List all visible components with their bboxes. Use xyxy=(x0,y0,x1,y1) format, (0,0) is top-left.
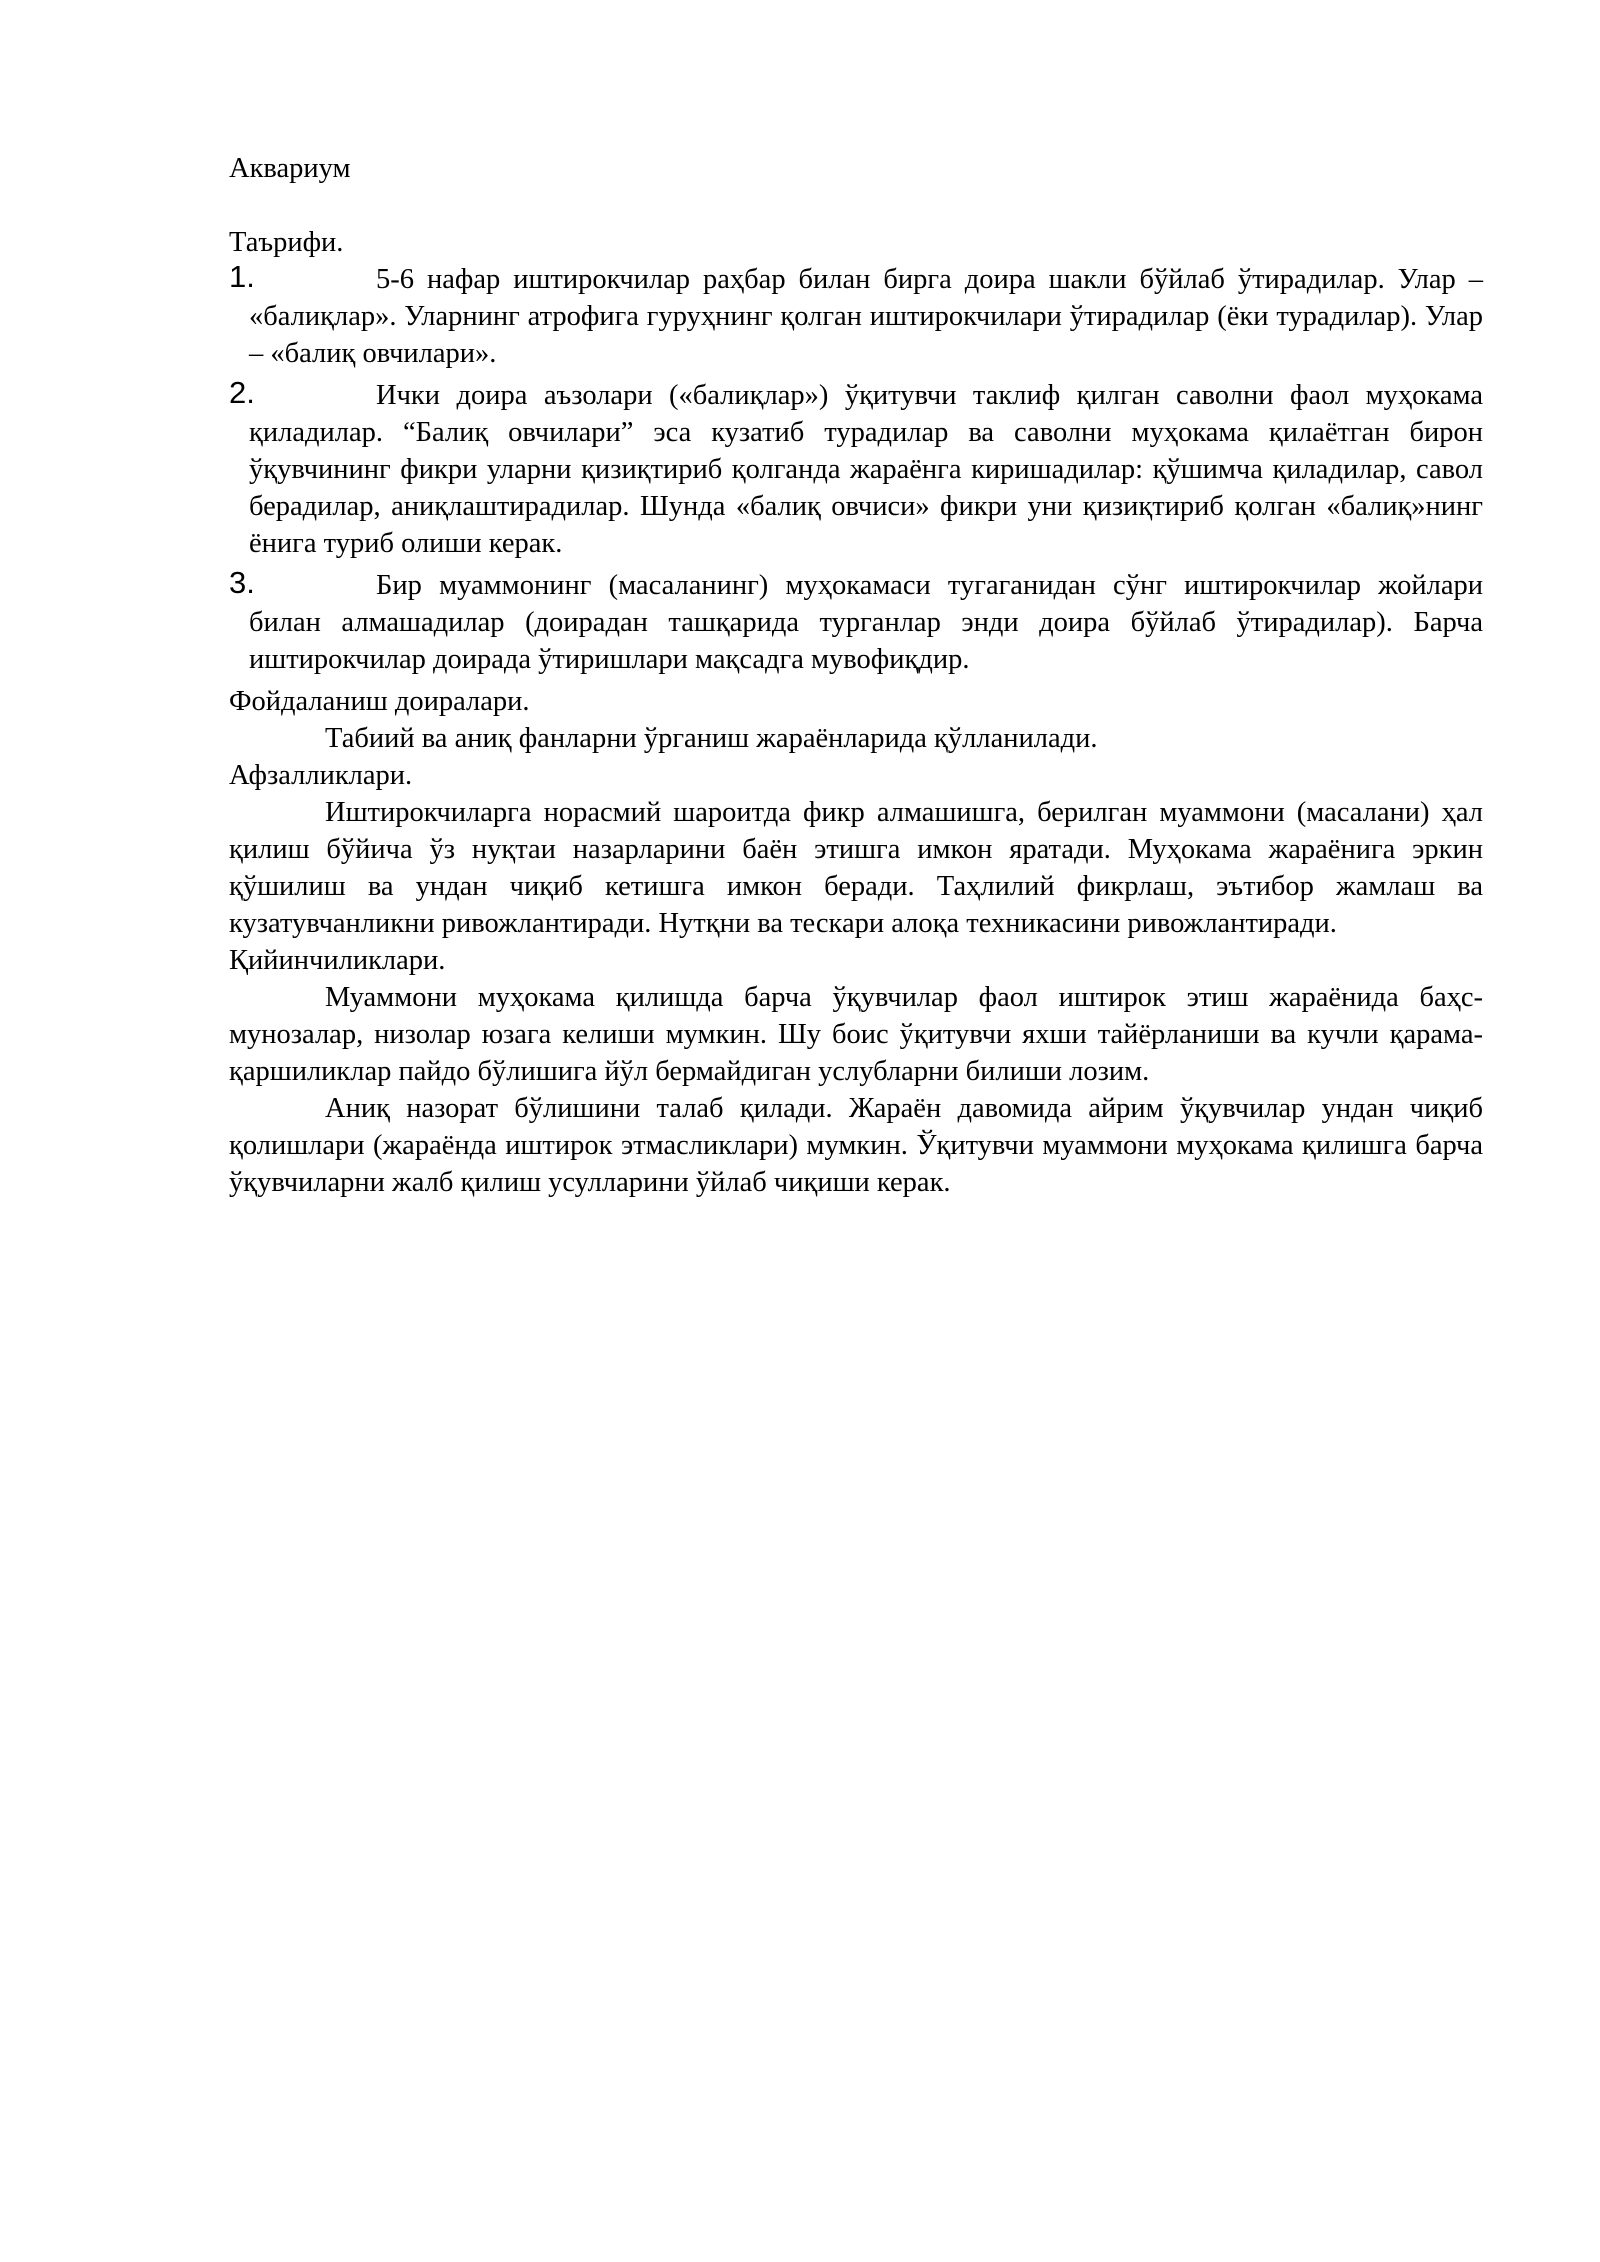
definition-heading: Таърифи. xyxy=(229,227,344,258)
steps-list xyxy=(229,261,1483,678)
step-text: Бир муаммонинг (масаланинг) муҳокамаси тугаганидан сўнг иштирокчилар жойлари билан алмашадилар (доирадан ташқарида турганлар энди доира бўйлаб ўтирадилар). Барча иштирокчилар доирада ўтиришлари мақсадга мувофиқдир. xyxy=(249,570,1483,675)
step-number: 1. xyxy=(229,259,255,294)
step-number: 2. xyxy=(229,375,255,410)
spacer xyxy=(229,187,1483,224)
step-number: 3. xyxy=(229,565,255,600)
list-item xyxy=(229,261,1483,372)
difficulties-paragraph: Аниқ назорат бўлишини талаб қилади. Жараён давомида айрим ўқувчилар ундан чиқиб қолишлари (жараёнда иштирок этмасликлари) мумкин. Ўқитувчи муаммони муҳокама қилишга барча ўқувчиларни жалб қилиш усулларини ўйлаб чиқиши керак. xyxy=(229,1093,1483,1198)
difficulties-heading: Қийинчиликлари. xyxy=(229,945,446,976)
document-title: Аквариум xyxy=(229,153,351,184)
list-item xyxy=(229,377,1483,562)
usage-paragraph: Табиий ва аниқ фанларни ўрганиш жараёнларида қўлланилади. xyxy=(325,723,1098,754)
difficulties-paragraph: Муаммони муҳокама қилишда барча ўқувчилар фаол иштирок этиш жараёнида баҳс-мунозалар, низолар юзага келиши мумкин. Шу боис ўқитувчи яхши тайёрланиши ва кучли қарама-қаршиликлар пайдо бўлишига йўл бермайдиган услубларни билиши лозим. xyxy=(229,982,1483,1087)
advantages-heading: Афзалликлари. xyxy=(229,760,413,791)
usage-heading: Фойдаланиш доиралари. xyxy=(229,686,530,717)
list-item xyxy=(229,567,1483,678)
advantages-paragraph: Иштирокчиларга норасмий шароитда фикр алмашишга, берилган муаммони (масалани) ҳал қилиш бўйича ўз нуқтаи назарларини баён этишга имкон яратади. Муҳокама жараёнига эркин қўшилиш ва ундан чиқиб кетишга имкон беради. Таҳлилий фикрлаш, эътибор жамлаш ва кузатувчанликни ривожлантиради. Нутқни ва тескари алоқа техникасини ривожлантиради. xyxy=(229,797,1483,939)
document-body xyxy=(229,150,1483,1201)
step-text: 5-6 нафар иштирокчилар раҳбар билан бирга доира шакли бўйлаб ўтирадилар. Улар – «балиқлар». Уларнинг атрофига гуруҳнинг қолган иштирокчилари ўтирадилар (ёки турадилар). Улар – «балиқ овчилари». xyxy=(249,264,1483,369)
step-text: Ички доира аъзолари («балиқлар») ўқитувчи таклиф қилган саволни фаол муҳокама қиладилар. “Балиқ овчилари” эса кузатиб турадилар ва саволни муҳокама қилаётган бирон ўқувчининг фикри уларни қизиқтириб қолганда жараёнга киришадилар: қўшимча қиладилар, савол берадилар, аниқлаштирадилар. Шунда «балиқ овчиси» фикри уни қизиқтириб қолган «балиқ»нинг ёнига туриб олиши керак. xyxy=(249,380,1483,559)
